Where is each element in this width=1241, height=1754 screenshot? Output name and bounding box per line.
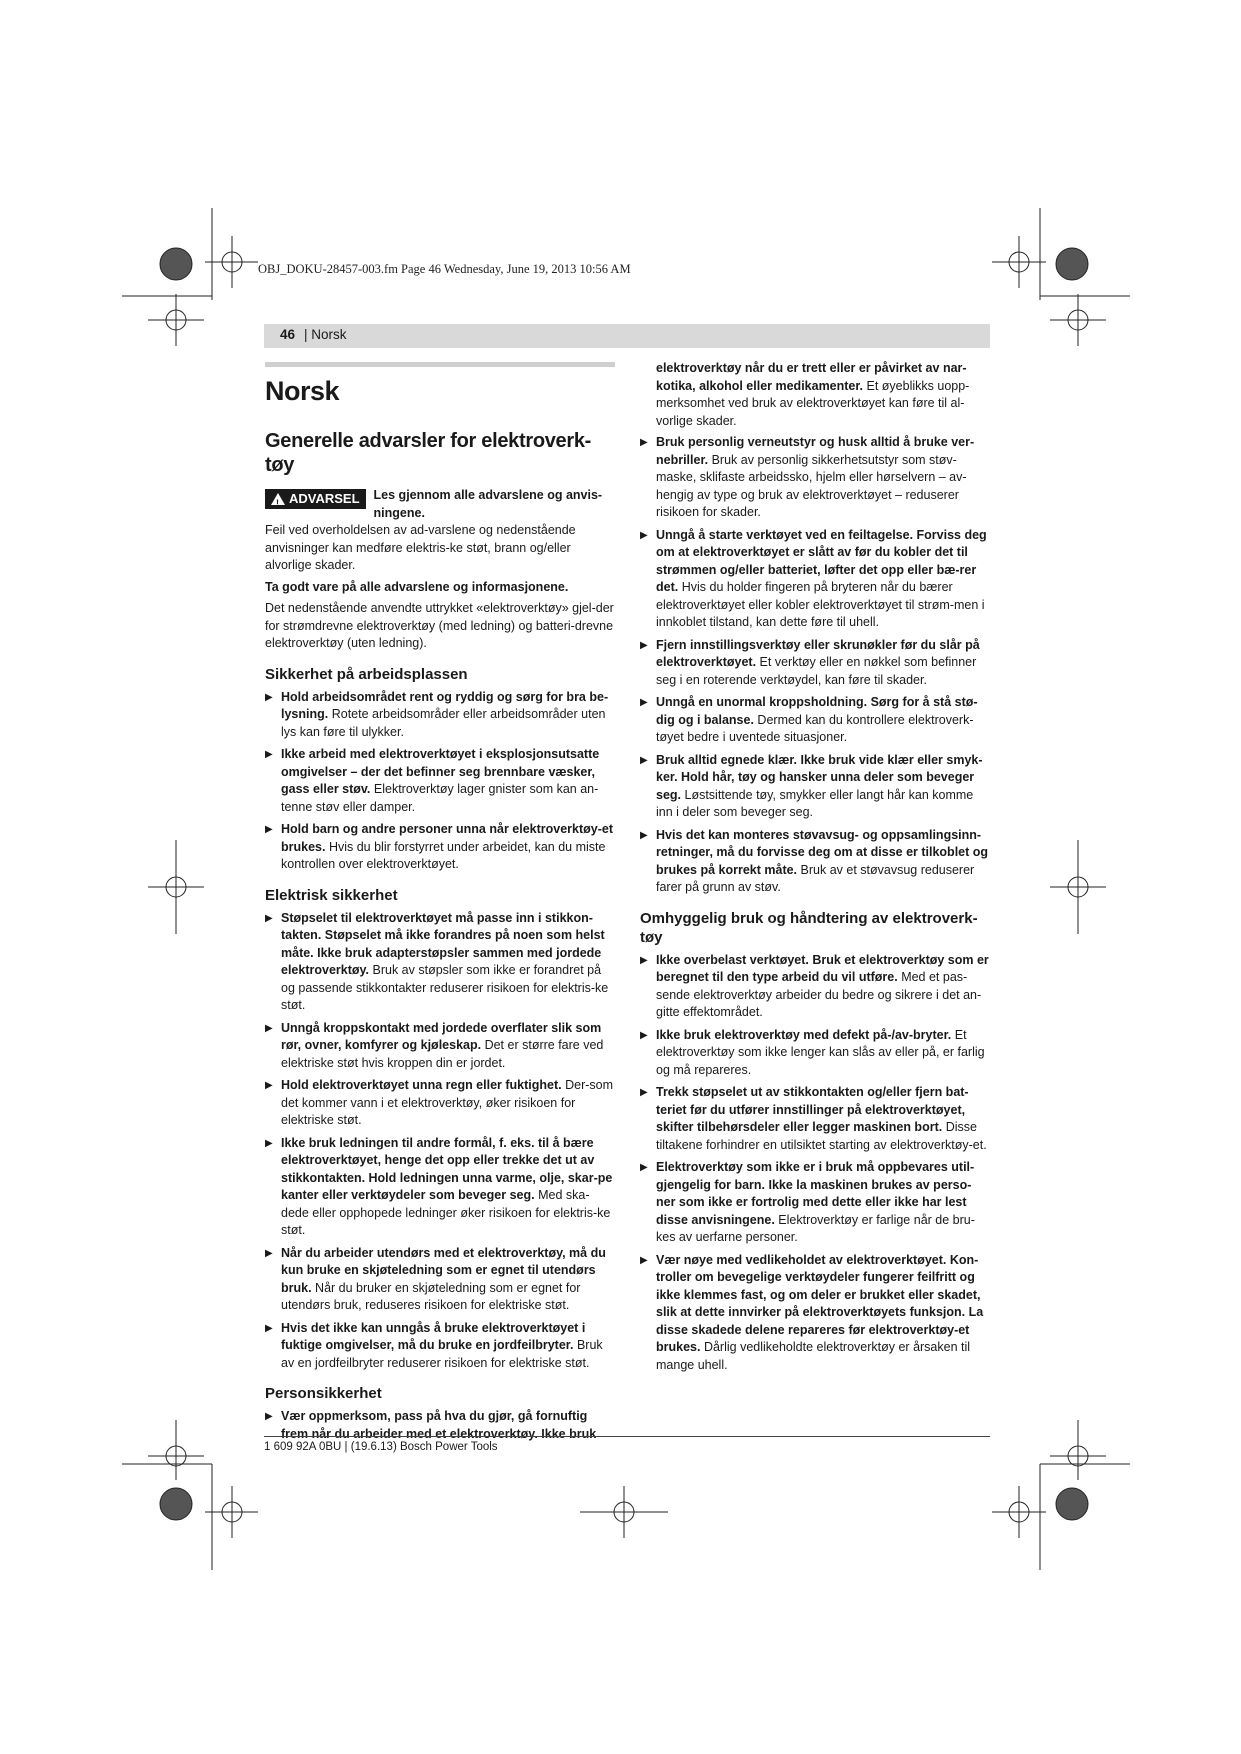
header-language: | Norsk bbox=[304, 327, 347, 342]
section-title: Generelle advarsler for elektroverk-tøy bbox=[265, 430, 592, 476]
electrical-list bbox=[265, 910, 615, 1373]
list-item: ▶ Ikke bruk ledningen til andre formål, f. eks. til å bære elektroverktøyet, henge det opp eller trekke det ut av stikkontakten. Hold ledningen unna varme, olje, skar-pe kanter eller verktøydeler som beveger seg. Med ska-dede eller opphopede ledninger øker risikoen for elektris-ke støt. bbox=[265, 1135, 615, 1240]
page-title: Norsk bbox=[265, 376, 340, 406]
warning-block bbox=[265, 487, 615, 522]
handling-list bbox=[640, 952, 990, 1375]
list-item: ▶ Hvis det ikke kan unngås å bruke elektroverktøyet i fuktige omgivelser, må du bruke en jordfeilbryter. Bruk av en jordfeilbryter reduserer risikoen for elektriske støt. bbox=[265, 1320, 615, 1373]
list-item: ▶ Hold elektroverktøyet unna regn eller fuktighet. Der-som det kommer vann i et elektroverktøy, øker risikoen for elektriske støt. bbox=[265, 1077, 615, 1130]
file-info: OBJ_DOKU-28457-003.fm Page 46 Wednesday, June 19, 2013 10:56 AM bbox=[258, 262, 631, 276]
right-column bbox=[640, 360, 990, 1379]
personal-list-cont bbox=[640, 434, 990, 897]
warning-icon: ! bbox=[271, 493, 285, 505]
list-item: ▶ Vær nøye med vedlikeholdet av elektroverktøyet. Kon-troller om bevegelige verktøydeler fungerer feilfritt og ikke klemmes fast, og om deler er brukket eller skadet, slik at dette innvirker på elektroverktøyets funksjon. La disse skadede delene repareres før elektroverktøy-et brukes. Dårlig vedlikeholdte elektroverktøy er årsaken til mange uhell. bbox=[640, 1252, 990, 1375]
warning-badge bbox=[265, 489, 366, 509]
list-item: ▶ Unngå å starte verktøyet ved en feiltagelse. Forviss deg om at elektroverktøyet er slått av før du kobler det til strømmen og/eller batteriet, løfter det opp eller bæ-rer det. Hvis du holder fingeren på bryteren når du bærer elektroverktøyet eller kobler elektroverktøyet til strøm-men i innkoblet tilstand, kan dette føre til uhell. bbox=[640, 527, 990, 632]
list-item: ▶ Støpselet til elektroverktøyet må passe inn i stikkon-takten. Støpselet må ikke forandres på noen som helst måte. Ikke bruk adapterstøpsler sammen med jordede elektroverktøy. Bruk av støpsler som ikke er forandret på og passende stikkontakter reduserer risikoen for elektris-ke støt. bbox=[265, 910, 615, 1015]
list-item: ▶ Bruk personlig verneutstyr og husk alltid å bruke ver-nebriller. Bruk av personlig sikkerhetsutstyr som støv-maske, sklifaste arbeidssko, hjelm eller hørselvern – av-hengig av type og bruk av elektroverktøyet – reduserer risikoen for skader. bbox=[640, 434, 990, 522]
list-item: ▶ Bruk alltid egnede klær. Ikke bruk vide klær eller smyk-ker. Hold hår, tøy og hansker unna deler som beveger seg. Løstsittende tøy, smykker eller langt hår kan komme inn i deler som beveger seg. bbox=[640, 752, 990, 822]
list-item: ▶ Hvis det kan monteres støvavsug- og oppsamlingsinn-retninger, må du forvisse deg om at disse er tilkoblet og brukes på korrekt måte. Bruk av et støvavsug reduserer farer på grunn av støv. bbox=[640, 827, 990, 897]
page-header bbox=[264, 324, 990, 348]
keep-note: Ta godt vare på alle advarslene og informasjonene. bbox=[265, 579, 569, 594]
title-rule bbox=[265, 362, 615, 367]
list-item: ▶ Vær oppmerksom, pass på hva du gjør, gå fornuftig frem når du arbeider med et elektroverktøy. Ikke bruk bbox=[265, 1408, 615, 1443]
electrical-heading: Elektrisk sikkerhet bbox=[265, 886, 398, 904]
list-item: ▶ Ikke arbeid med elektroverktøyet i eksplosjonsutsatte omgivelser – der det befinner seg brennbare væsker, gass eller støv. Elektroverktøy lager gnister som kan an-tenne støv eller damper. bbox=[265, 746, 615, 816]
list-item: ▶ Når du arbeider utendørs med et elektroverktøy, må du kun bruke en skjøteledning som er egnet til utendørs bruk. Når du bruker en skjøteledning som er egnet for utendørs bruk, reduseres risikoen for elektriske støt. bbox=[265, 1245, 615, 1315]
list-item: ▶ Ikke bruk elektroverktøy med defekt på-/av-bryter. Et elektroverktøy som ikke lenger kan slås av eller på, er farlig og må repareres. bbox=[640, 1027, 990, 1080]
left-column bbox=[265, 362, 615, 1448]
list-item: ▶ Unngå kroppskontakt med jordede overflater slik som rør, ovner, komfyrer og kjøleskap. Det er større fare ved elektriske støt hvis kroppen din er jordet. bbox=[265, 1020, 615, 1073]
list-item: ▶ Hold barn og andre personer unna når elektroverktøy-et brukes. Hvis du blir forstyrret under arbeidet, kan du miste kontrollen over elektroverktøyet. bbox=[265, 821, 615, 874]
page-number: 46 bbox=[280, 327, 296, 342]
page-footer: 1 609 92A 0BU | (19.6.13) Bosch Power Tools bbox=[264, 1436, 990, 1453]
list-item: ▶ Fjern innstillingsverktøy eller skrunøkler før du slår på elektroverktøyet. Et verktøy eller en nøkkel som befinner seg i en roterende verktøydel, kan føre til skader. bbox=[640, 637, 990, 690]
warning-bold: Les gjennom alle advarslene og anvis-ningene. bbox=[373, 488, 603, 520]
handling-heading: Omhyggelig bruk og håndtering av elektroverk-tøy bbox=[640, 909, 978, 946]
list-item: ▶ Unngå en unormal kroppsholdning. Sørg for å stå stø-dig og i balanse. Dermed kan du kontrollere elektroverk-tøyet bedre i uventede situasjoner. bbox=[640, 694, 990, 747]
work-area-list bbox=[265, 689, 615, 874]
list-item: ▶ Ikke overbelast verktøyet. Bruk et elektroverktøy som er beregnet til den type arbeid du vil utføre. Med et pas-sende elektroverktøy arbeider du bedre og sikrere i det an-gitte effektområdet. bbox=[640, 952, 990, 1022]
work-area-heading: Sikkerhet på arbeidsplassen bbox=[265, 665, 468, 683]
list-item: ▶ Hold arbeidsområdet rent og ryddig og sørg for bra be-lysning. Rotete arbeidsområder eller arbeidsområder uten lys kan føre til ulykker. bbox=[265, 689, 615, 742]
list-item: ▶ Elektroverktøy som ikke er i bruk må oppbevares util-gjengelig for barn. Ikke la maskinen brukes av perso-ner som ikke er fortrolig med dette eller ikke har lest disse anvisningene. Elektroverktøy er farlige når de bru-kes av uerfarne personer. bbox=[640, 1159, 990, 1247]
definition-text: Det nedenstående anvendte uttrykket «elektroverktøy» gjel-der for strømdrevne elektroverktøy (med ledning) og batteri-drevne elektroverktøy (uten ledning). bbox=[265, 601, 614, 650]
warning-label: ADVARSEL bbox=[289, 491, 360, 506]
continuation: elektroverktøy når du er trett eller er påvirket av nar-kotika, alkohol eller medikamenter. Et øyeblikks uopp-merksomhet ved bruk av elektroverktøyet kan føre til al-vorlige skader. bbox=[656, 361, 970, 428]
list-item: ▶ Trekk støpselet ut av stikkontakten og/eller fjern bat-teriet før du utfører innstillinger på elektroverktøyet, skifter tilbehørsdeler eller legger maskinen bort. Disse tiltakene forhindrer en utilsiktet starting av elektroverktøy-et. bbox=[640, 1084, 990, 1154]
personal-heading: Personsikkerhet bbox=[265, 1385, 382, 1402]
warning-text: Feil ved overholdelsen av ad-varslene og nedenstående anvisninger kan medføre elektris-ke støt, brann og/eller alvorlige skader. bbox=[265, 523, 576, 572]
